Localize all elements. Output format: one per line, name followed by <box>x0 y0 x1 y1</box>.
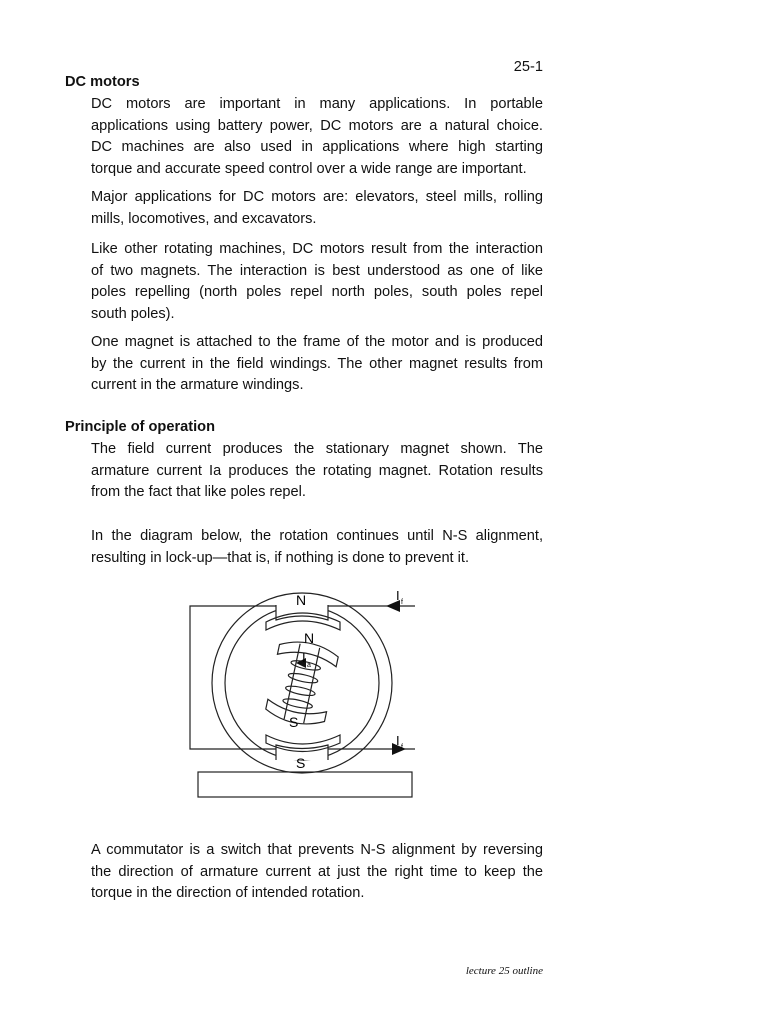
paragraph-line: One magnet is attached to the frame of the motor and is produced <box>91 334 543 350</box>
paragraph-line: Major applications for DC motors are: elevators, steel mills, rolling <box>91 189 543 205</box>
heading-principle-of-operation: Principle of operation <box>65 419 216 435</box>
rotor-south-label: S <box>289 714 299 730</box>
paragraph-line: from the fact that like poles repel. <box>91 484 306 500</box>
paragraph-line: In the diagram below, the rotation continues until N-S alignment, <box>91 528 543 544</box>
paragraph-line: by the current in the field windings. The other magnet results from <box>91 355 543 372</box>
paragraph-line: applications using battery power, DC motors are a natural choice. <box>91 117 543 134</box>
paragraph-line: A commutator is a switch that prevents N-S alignment by reversing <box>91 842 543 858</box>
page-number: 25-1 <box>513 59 543 75</box>
stator-south-label: S <box>296 755 306 771</box>
field-current-in-label: I <box>396 588 400 603</box>
paragraph-line: poles repelling (north poles repel north poles, south poles repel <box>91 284 543 300</box>
armature-current-subscript: a <box>307 662 311 669</box>
stator-inner-ring <box>225 606 379 760</box>
paragraph-line: of two magnets. The interaction is best understood as one of like <box>91 262 543 279</box>
motor-base <box>198 772 412 797</box>
paragraph-line: south poles). <box>91 305 175 322</box>
paragraph-line: current in the armature windings. <box>91 377 304 393</box>
paragraph-line: DC machines are also used in applications where high starting <box>91 139 543 155</box>
paragraph-line: armature current Ia produces the rotating magnet. Rotation results <box>91 462 543 479</box>
footer-note: lecture 25 outline <box>465 965 543 977</box>
north-pole-piece <box>266 605 340 630</box>
paragraph-line: DC motors are important in many applications. In portable <box>91 96 543 112</box>
paragraph-line: Like other rotating machines, DC motors result from the interaction <box>91 241 543 257</box>
field-current-in-subscript: f <box>401 599 403 606</box>
armature-current-label: I <box>302 650 306 665</box>
heading-dc-motors: DC motors <box>65 74 140 90</box>
paragraph-line: The field current produces the stationary magnet shown. The <box>91 441 543 457</box>
paragraph-line: mills, locomotives, and excavators. <box>91 210 317 227</box>
paragraph-line: torque and accurate speed control over a wide range are important. <box>91 160 527 177</box>
stator-north-label: N <box>296 592 307 608</box>
rotor-north-label: N <box>304 630 315 646</box>
field-current-out-label: I <box>396 733 400 748</box>
paragraph-line: resulting in lock-up—that is, if nothing is done to prevent it. <box>91 549 470 566</box>
paragraph-line: torque in the direction of intended rotation. <box>91 885 365 901</box>
field-current-out-subscript: f <box>401 744 403 751</box>
paragraph-line: the direction of armature current at just the right time to keep the <box>91 863 543 880</box>
